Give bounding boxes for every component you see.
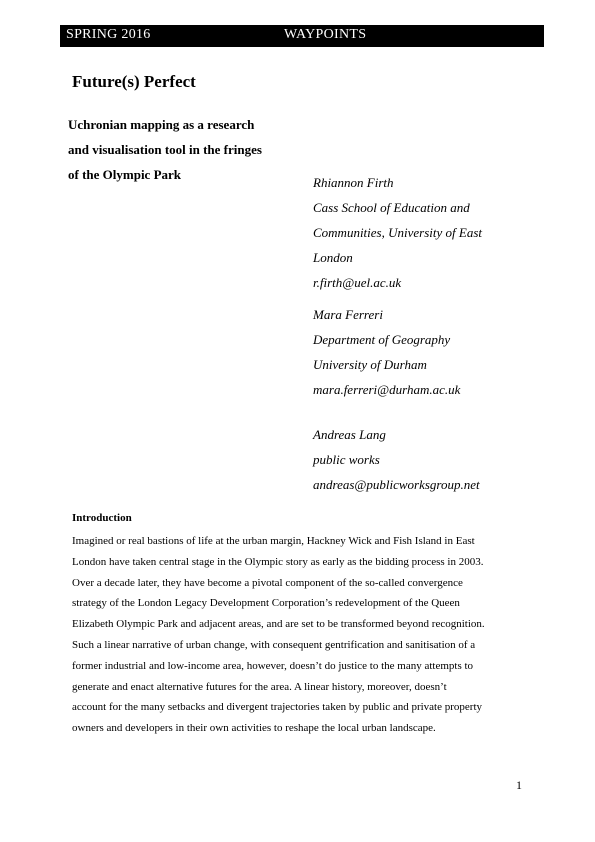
subtitle-line: of the Olympic Park <box>68 167 182 182</box>
author-affiliation: University of Durham <box>313 357 427 372</box>
author-affiliation: Department of Geography <box>313 332 451 347</box>
paragraph-line: owners and developers in their own activities to reshape the local urban landscape. <box>72 722 436 735</box>
running-header <box>60 25 544 47</box>
author-block-firth <box>313 170 482 295</box>
paragraph-line: generate and enact alternative futures for the area. A linear history, moreover, doesn’t <box>72 680 447 693</box>
author-email: andreas@publicworksgroup.net <box>313 477 480 492</box>
author-affiliation: public works <box>313 452 380 467</box>
author-name: Rhiannon Firth <box>313 175 394 190</box>
issue-label: SPRING 2016 <box>66 27 151 42</box>
journal-name: WAYPOINTS <box>284 27 367 42</box>
paragraph-line: Such a linear narrative of urban change, with consequent gentrification and sanitisation of a <box>72 638 476 651</box>
article-subtitle <box>68 112 262 187</box>
author-affiliation: Communities, University of East <box>313 225 482 240</box>
paragraph-line: Over a decade later, they have become a pivotal component of the so-called convergence <box>72 576 463 589</box>
paragraph-line: account for the many setbacks and divergent trajectories taken by public and private property <box>72 701 483 714</box>
author-block-lang <box>313 422 480 497</box>
paragraph-line: strategy of the London Legacy Development Corporation’s redevelopment of the Queen <box>72 597 460 610</box>
paragraph-line: Imagined or real bastions of life at the urban margin, Hackney Wick and Fish Island in East <box>72 535 475 547</box>
subtitle-line: and visualisation tool in the fringes <box>68 142 262 157</box>
author-block-ferreri <box>313 302 460 402</box>
author-email: mara.ferreri@durham.ac.uk <box>313 382 461 397</box>
author-affiliation: Cass School of Education and <box>313 200 470 215</box>
article-title: Future(s) Perfect <box>72 72 196 91</box>
introduction-paragraph <box>72 531 532 739</box>
author-name: Andreas Lang <box>313 427 386 442</box>
paragraph-line: Elizabeth Olympic Park and adjacent areas, and are set to be transformed beyond recognition. <box>72 618 485 631</box>
subtitle-line: Uchronian mapping as a research <box>68 117 255 132</box>
paragraph-line: London have taken central stage in the Olympic story as early as the bidding process in 2003. <box>72 555 484 568</box>
author-affiliation: London <box>313 250 353 265</box>
page-number: 1 <box>516 778 522 792</box>
section-heading-introduction: Introduction <box>72 512 132 524</box>
author-name: Mara Ferreri <box>313 307 383 322</box>
paragraph-line: former industrial and low-income area, however, doesn’t do justice to the many attempts to <box>72 659 474 672</box>
author-email: r.firth@uel.ac.uk <box>313 275 402 290</box>
